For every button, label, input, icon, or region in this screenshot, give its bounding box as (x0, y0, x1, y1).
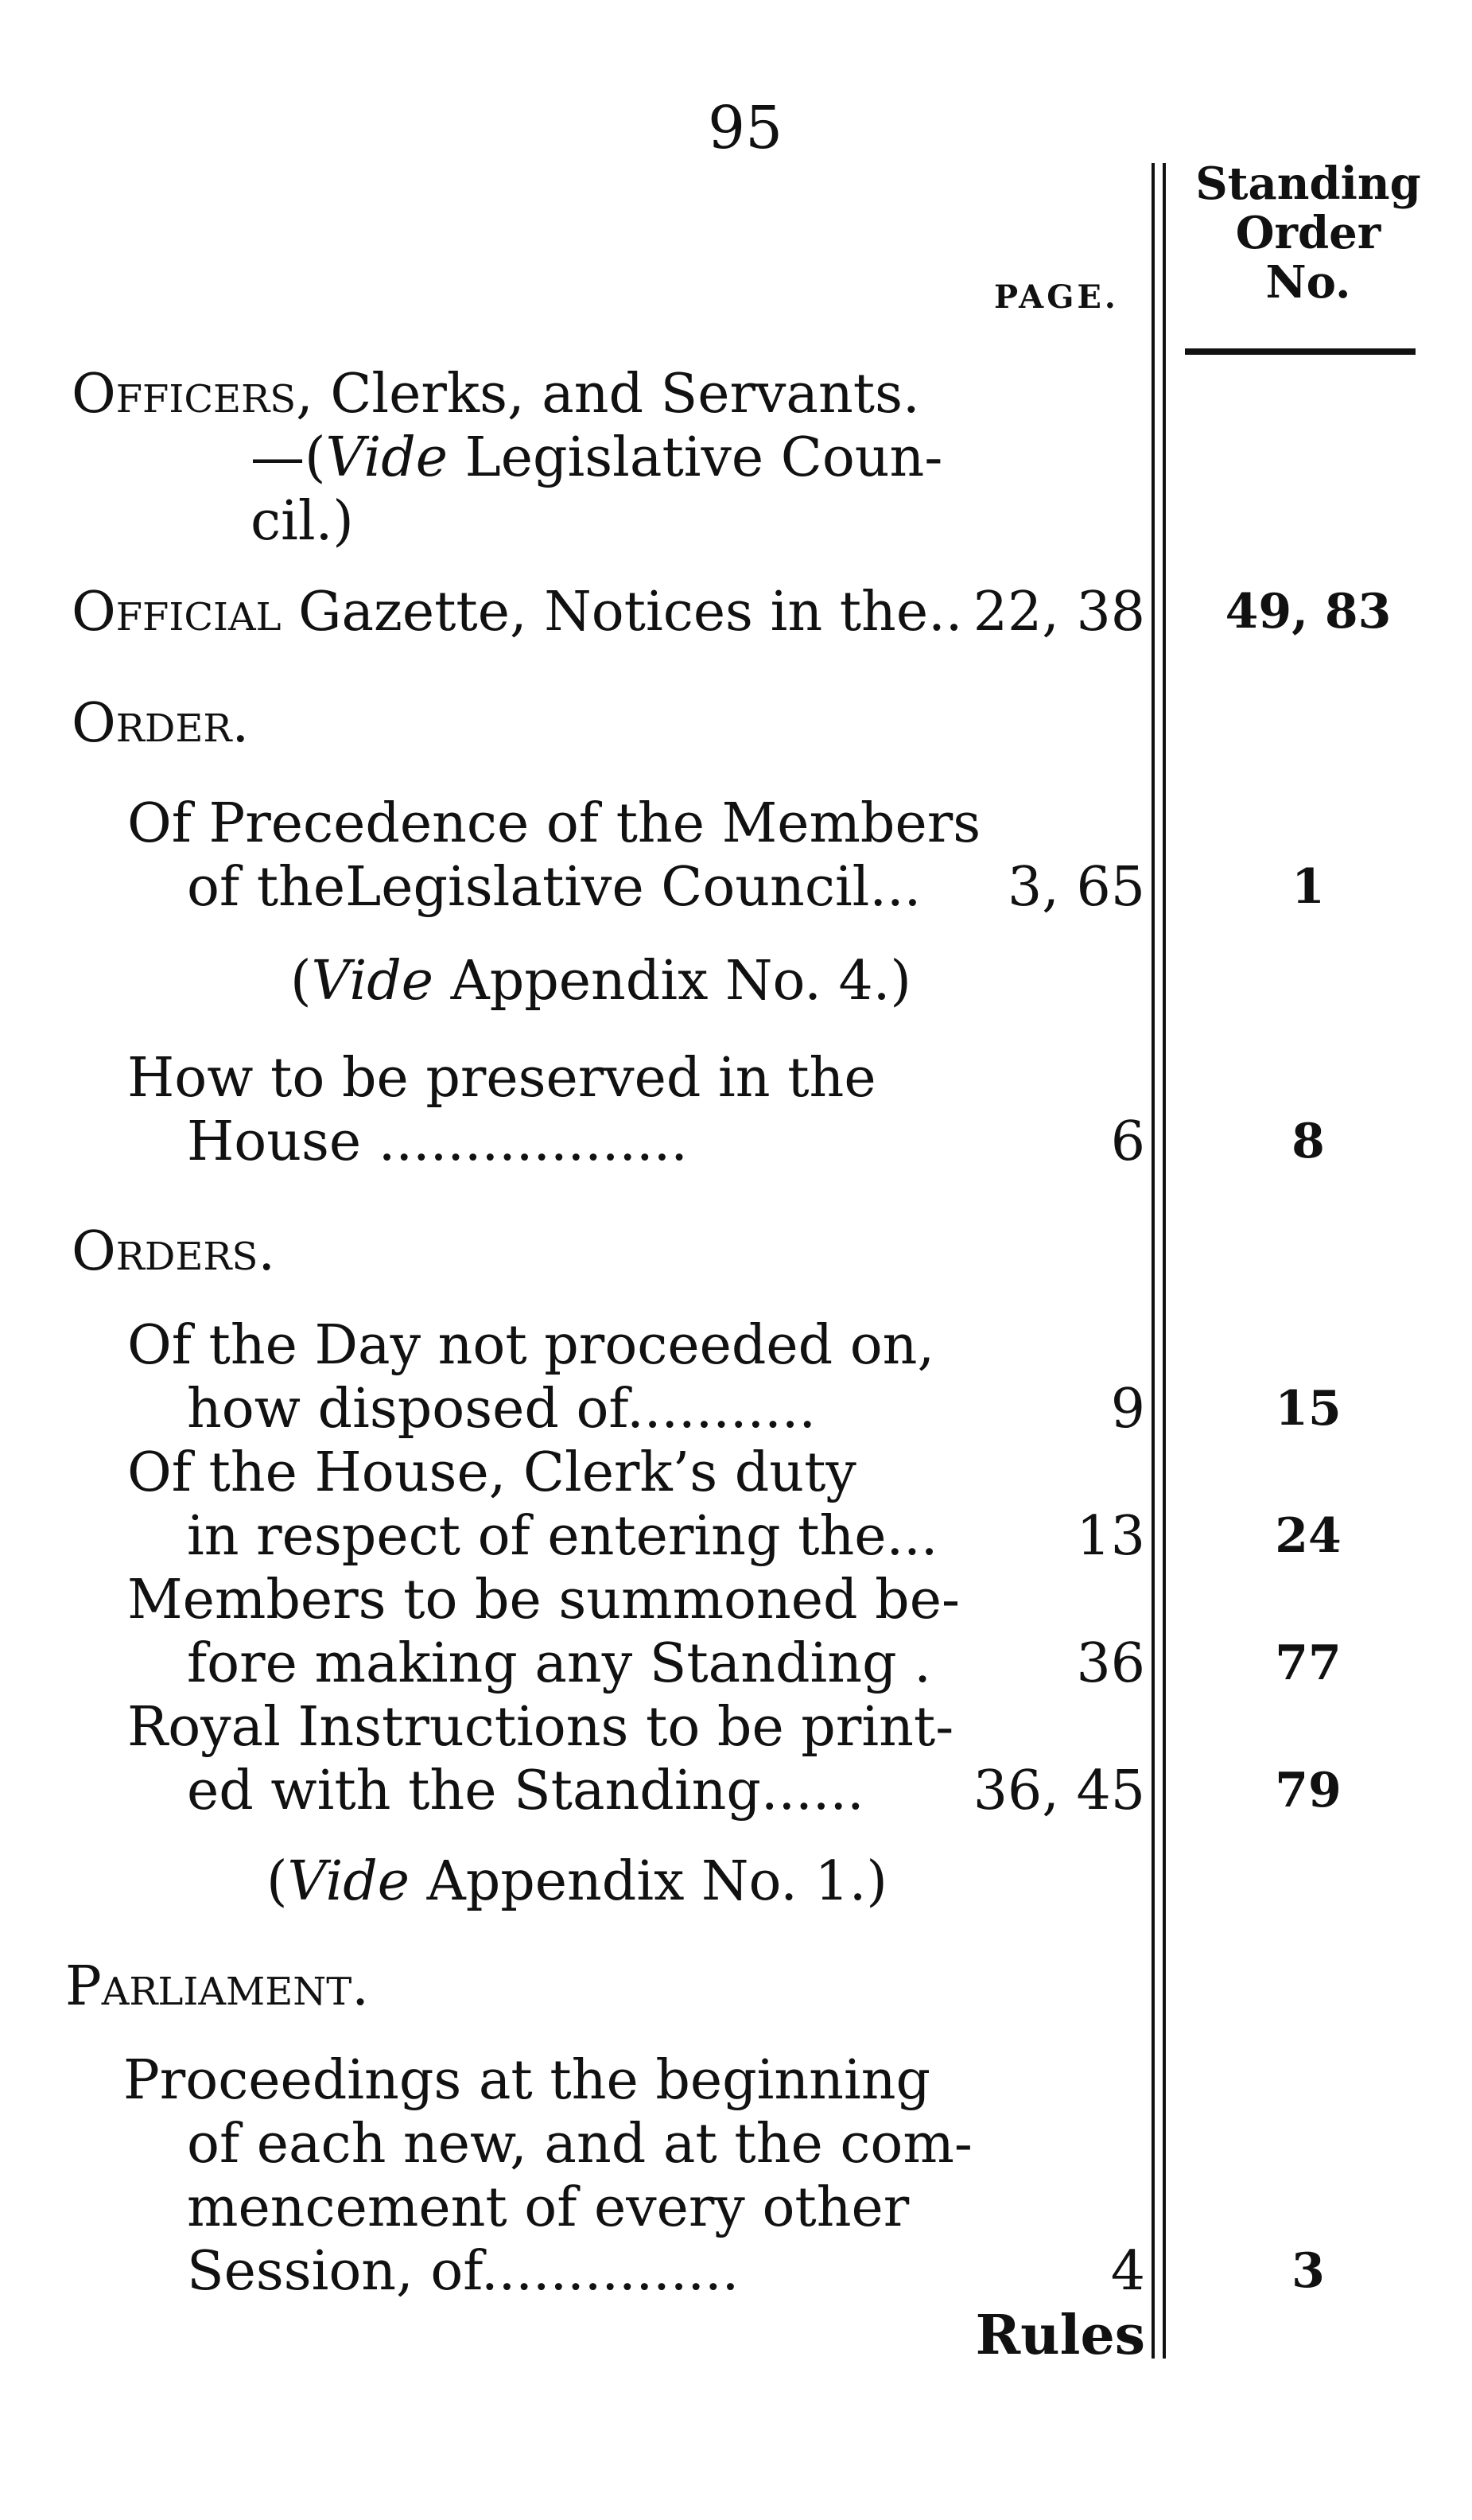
text-fragment: Appendix No. 4.) (433, 950, 911, 1013)
vide-text: Vide (325, 426, 448, 489)
text-fragment: Legislative Coun- (447, 426, 943, 489)
text-fragment: —( (251, 426, 326, 489)
entry-line: Session, of............... (187, 2240, 740, 2303)
vide-note (290, 950, 911, 1013)
entry-line: of theLegislative Council... (187, 856, 922, 919)
standing-order-header-line: Order (1235, 207, 1381, 259)
standing-order-header-line: No. (1265, 256, 1351, 309)
page-ref: 36 (1076, 1632, 1145, 1695)
text-fragment: ( (290, 950, 312, 1013)
standing-order-ref: 1 (1291, 859, 1325, 915)
entry-head: Official (72, 581, 282, 644)
vide-note (266, 1850, 887, 1913)
text-fragment: ( (266, 1850, 288, 1913)
vide-text: Vide (311, 950, 433, 1013)
standing-order-ref: 8 (1291, 1114, 1325, 1169)
standing-order-header-line: Standing (1195, 158, 1421, 210)
standing-order-ref: 15 (1275, 1381, 1342, 1437)
entry-line: Proceedings at the beginning (123, 2049, 931, 2112)
entry-line: how disposed of........... (187, 1378, 816, 1441)
entry-officers (72, 363, 920, 426)
column-divider-right (1163, 163, 1166, 2359)
heading-orders: Orders. (72, 1220, 276, 1283)
entry-line: in respect of entering the... (187, 1505, 938, 1568)
entry-line: Of the House, Clerk’s duty (127, 1441, 856, 1504)
standing-order-ref: 3 (1291, 2243, 1325, 2299)
entry-line: of each new, and at the com- (187, 2113, 973, 2176)
page-ref: 13 (1076, 1505, 1145, 1568)
entry-head: Officers (72, 363, 297, 426)
heading-order: Order. (72, 692, 250, 755)
header-rule (1185, 348, 1416, 355)
page-column-header: PAGE. (994, 278, 1119, 316)
page-ref: 4 (1110, 2240, 1145, 2303)
entry-line: Royal Instructions to be print- (127, 1696, 954, 1759)
standing-order-ref: 24 (1275, 1508, 1342, 1564)
entry-line: fore making any Standing . (187, 1632, 931, 1695)
standing-order-ref: 79 (1275, 1763, 1342, 1818)
entry-line: Of the Day not proceeded on, (127, 1314, 935, 1377)
standing-order-ref: 77 (1275, 1635, 1342, 1691)
entry-line: mencement of every other (187, 2176, 910, 2239)
page-ref: 3, 65 (1007, 856, 1145, 919)
entry-officers-line2 (251, 426, 942, 489)
entry-line: ed with the Standing...... (187, 1760, 864, 1822)
page-ref: 9 (1110, 1378, 1145, 1441)
entry-line: Of Precedence of the Members (127, 792, 981, 855)
page-ref: 22, 38 (973, 581, 1145, 644)
entry-official (72, 581, 962, 644)
vide-text: Vide (287, 1850, 410, 1913)
page-number: 95 (708, 94, 783, 162)
entry-line: House .................. (187, 1110, 688, 1173)
entry-line: How to be preserved in the (127, 1047, 876, 1110)
heading-parliament: Parliament. (65, 1955, 369, 2018)
column-divider-left (1152, 163, 1155, 2359)
text-fragment: Appendix No. 1.) (409, 1850, 887, 1913)
entry-line: Members to be summoned be- (127, 1569, 960, 1631)
page-ref: 6 (1110, 1110, 1145, 1173)
standing-order-header (1177, 159, 1439, 307)
entry-text: , Clerks, and Servants. (296, 363, 920, 426)
entry-text: Gazette, Notices in the.. (281, 581, 963, 644)
standing-order-ref: 49, 83 (1225, 584, 1392, 640)
entry-officers-line3: cil.) (251, 490, 354, 553)
page-ref: 36, 45 (973, 1760, 1145, 1822)
page-ref-extra: Rules (975, 2304, 1145, 2367)
